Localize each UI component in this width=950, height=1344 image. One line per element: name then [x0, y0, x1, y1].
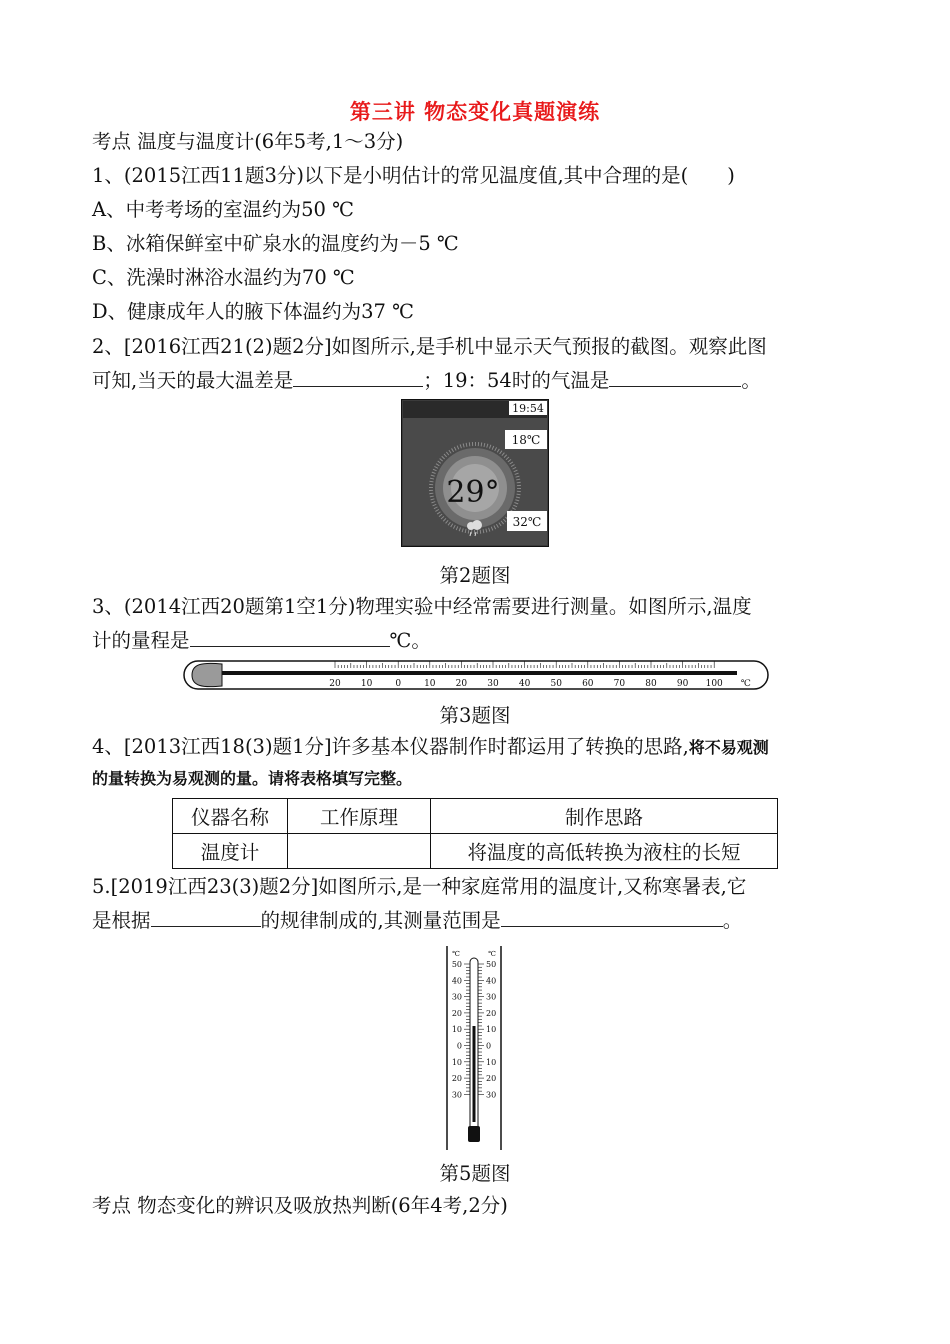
scale-label: 80	[645, 679, 657, 689]
scale-label: 100	[705, 679, 723, 689]
scale-label: 90	[676, 679, 689, 689]
scale-label: 0	[395, 679, 402, 689]
scale-label: 40	[518, 679, 531, 689]
q1-option-d: D、健康成年人的腋下体温约为37 ℃	[92, 300, 414, 323]
q3-caption: 第3题图	[439, 704, 511, 727]
scale-label: 30	[487, 679, 499, 689]
scale-label: ℃	[740, 679, 751, 689]
screen-time: 19:54	[512, 402, 544, 415]
table-cell: 温度计	[173, 834, 288, 869]
section-heading-1: 考点 温度与温度计(6年5考,1～3分)	[92, 130, 404, 153]
table-header-row	[173, 799, 778, 834]
q5-line2	[92, 908, 742, 934]
section-heading-2: 考点 物态变化的辨识及吸放热判断(6年4考,2分)	[92, 1194, 508, 1217]
scale-label-left: 40	[451, 976, 462, 986]
weather-screenshot-figure	[401, 399, 549, 547]
scale-label-right: 20	[486, 1008, 497, 1018]
scale-label-right: 0	[486, 1041, 492, 1051]
unit-label-right: ℃	[488, 950, 496, 958]
table-cell-blank[interactable]	[288, 834, 431, 869]
q4-table	[172, 798, 778, 869]
q5-line1: 5.[2019江西23(3)题2分]如图所示,是一种家庭常用的温度计,又称寒暑表,它	[92, 875, 747, 898]
q1-option-c: C、洗澡时淋浴水温约为70 ℃	[92, 266, 355, 289]
scale-label-left: 0	[456, 1041, 462, 1051]
scale-label-left: 30	[451, 992, 462, 1002]
scale-label: 10	[360, 679, 373, 689]
unit-label-left: ℃	[452, 950, 460, 958]
q3-text-b: ℃。	[389, 629, 431, 652]
scale-label-left: 10	[451, 1057, 462, 1067]
scale-label-left: 30	[451, 1090, 462, 1100]
table-row	[173, 834, 778, 869]
scale-label-left: 10	[451, 1025, 462, 1035]
q1-option-a: A、中考考场的室温约为50 ℃	[92, 198, 354, 221]
scale-label-right: 40	[486, 976, 497, 986]
q2-line1: 2、[2016江西21(2)题2分]如图所示,是手机中显示天气预报的截图。观察此图	[92, 335, 767, 358]
q3-line2	[92, 628, 431, 654]
q5-caption: 第5题图	[439, 1162, 511, 1185]
table-cell: 将温度的高低转换为液柱的长短	[431, 834, 778, 869]
q4-line1	[92, 734, 769, 761]
scale-label-left: 20	[451, 1074, 462, 1084]
scale-label: 20	[455, 679, 468, 689]
scale-label: 10	[424, 679, 436, 689]
scale-label-left: 20	[451, 1008, 462, 1018]
scale-label: 60	[582, 679, 594, 689]
q3-text-a: 计的量程是	[92, 629, 190, 652]
q4-line2: 的量转换为易观测的量。请将表格填写完整。	[92, 769, 413, 788]
q5-blank-2[interactable]	[501, 908, 723, 927]
q4-text-a: 4、[2013江西18(3)题1分]许多基本仪器制作时都运用了转换的思路,	[92, 735, 689, 758]
scale-label-right: 10	[486, 1057, 497, 1067]
q5-text-b: 的规律制成的,其测量范围是	[260, 909, 501, 932]
scale-label-right: 50	[486, 960, 497, 969]
q2-caption: 第2题图	[439, 564, 511, 587]
screen-current-temp: 29°	[446, 475, 500, 510]
room-thermometer-figure	[444, 946, 504, 1152]
q2-blank-2[interactable]	[609, 368, 741, 387]
q2-text-b: ；19：54时的气温是	[423, 369, 610, 392]
q5-blank-1[interactable]	[151, 908, 261, 927]
table-header-cell: 制作思路	[431, 799, 778, 834]
q5-text-a: 是根据	[92, 909, 151, 932]
scale-label-right: 10	[486, 1025, 497, 1035]
scale-label-right: 30	[486, 1090, 497, 1100]
bulb	[468, 1126, 480, 1142]
screen-low-temp: 18℃	[511, 433, 541, 447]
scale-label: 70	[613, 679, 626, 689]
lab-thermometer-figure	[182, 658, 772, 692]
screen-high-temp: 32℃	[512, 515, 542, 529]
scale-label: 20	[329, 679, 341, 689]
scale-label-right: 30	[486, 992, 497, 1002]
page-title: 第三讲 物态变化真题演练	[349, 100, 601, 124]
q1-stem: 1、(2015江西11题3分)以下是小明估计的常见温度值,其中合理的是( )	[92, 164, 735, 187]
table-header-cell: 仪器名称	[173, 799, 288, 834]
scale-label-left: 50	[451, 960, 462, 969]
q1-option-b: B、冰箱保鲜室中矿泉水的温度约为－5 ℃	[92, 232, 459, 255]
q2-text-a: 可知,当天的最大温差是	[92, 369, 294, 392]
q3-line1: 3、(2014江西20题第1空1分)物理实验中经常需要进行测量。如图所示,温度	[92, 595, 752, 618]
q5-text-c: 。	[722, 909, 743, 932]
q3-blank[interactable]	[190, 628, 390, 647]
q2-blank-1[interactable]	[293, 368, 423, 387]
scale-label: 50	[550, 679, 562, 689]
q4-text-b: 将不易观测	[688, 738, 769, 757]
q2-line2	[92, 368, 761, 394]
scale-label-right: 20	[486, 1074, 497, 1084]
table-header-cell: 工作原理	[288, 799, 431, 834]
q2-text-c: 。	[741, 369, 761, 392]
